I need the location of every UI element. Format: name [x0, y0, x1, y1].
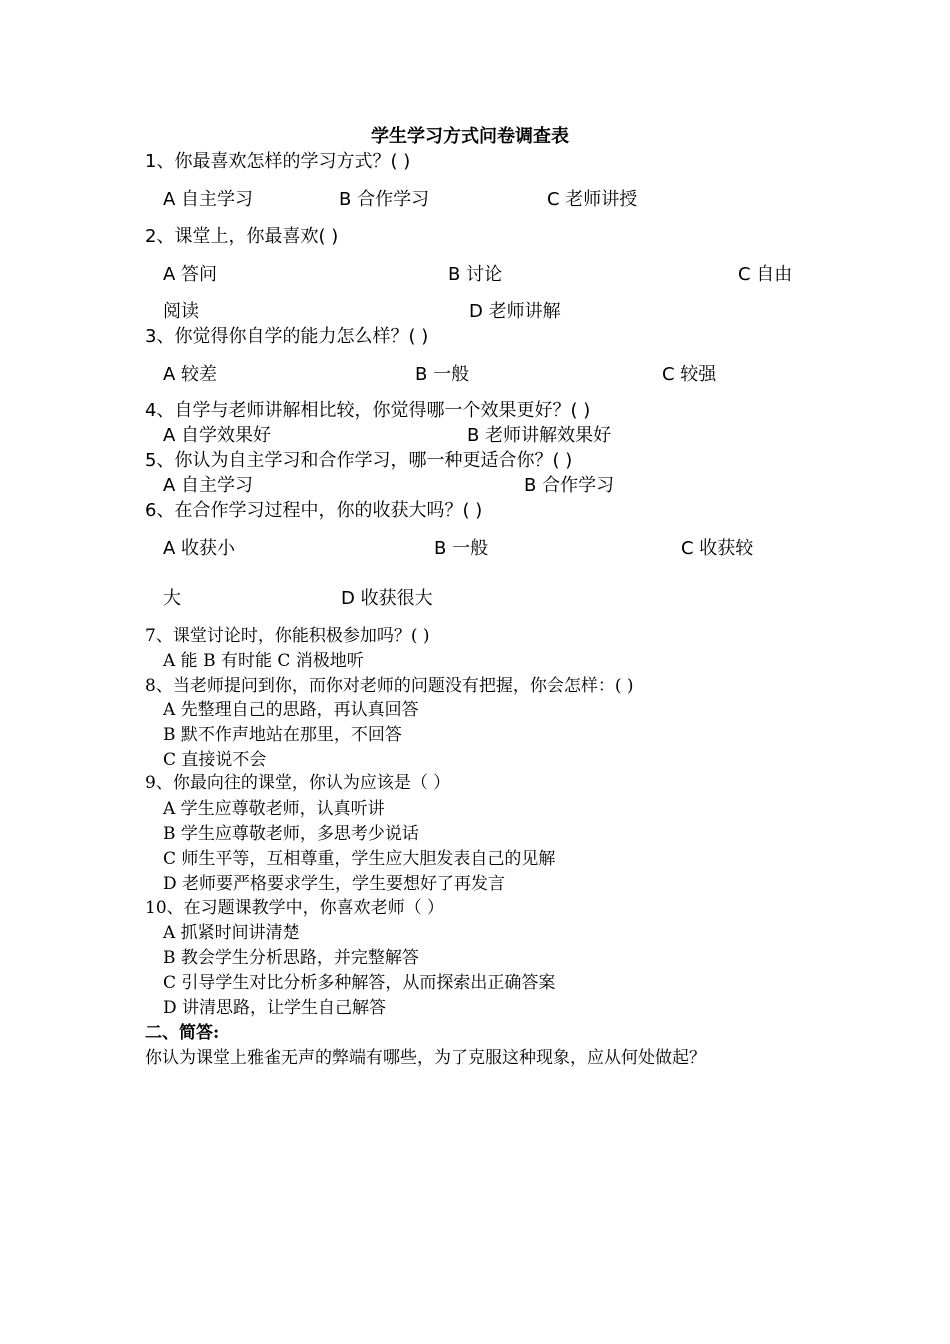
- q1-option-b: B 合作学习: [339, 189, 430, 210]
- q10-option-c: C 引导学生对比分析多种解答，从而探索出正确答案: [163, 973, 556, 993]
- question-5: 5、你认为自主学习和合作学习，哪一种更适合你？( ): [145, 450, 573, 471]
- q10-option-d: D 讲清思路，让学生自己解答: [163, 998, 387, 1018]
- q3-option-a: A 较差: [163, 364, 218, 385]
- page-title: 学生学习方式问卷调查表: [371, 126, 569, 147]
- q10-option-b: B 教会学生分析思路，并完整解答: [163, 948, 419, 968]
- q8-option-a: A 先整理自己的思路，再认真回答: [163, 700, 419, 720]
- q6-option-c: C 收获较: [681, 538, 754, 559]
- q9-option-b: B 学生应尊敬老师，多思考少说话: [163, 824, 419, 844]
- q9-option-d: D 老师要严格要求学生，学生要想好了再发言: [163, 874, 506, 894]
- q5-option-a: A 自主学习: [163, 475, 254, 496]
- q1-option-c: C 老师讲授: [547, 189, 638, 210]
- q9-option-c: C 师生平等，互相尊重，学生应大胆发表自己的见解: [163, 849, 556, 869]
- question-10: 10、在习题课教学中，你喜欢老师（ ）: [145, 898, 445, 918]
- section-heading-short-answer: 二、简答:: [145, 1023, 220, 1043]
- question-7: 7、课堂讨论时，你能积极参加吗？( ): [145, 626, 430, 646]
- question-1: 1、你最喜欢怎样的学习方式？( ): [145, 151, 411, 172]
- question-8: 8、当老师提问到你，而你对老师的问题没有把握，你会怎样：( ): [145, 676, 634, 696]
- question-9: 9、你最向往的课堂，你认为应该是（ ）: [145, 773, 451, 793]
- q2-option-c-continued: 阅读: [163, 301, 199, 322]
- question-2: 2、课堂上，你最喜欢( ): [145, 226, 339, 247]
- q6-option-c-continued: 大: [163, 588, 181, 609]
- q2-option-b: B 讨论: [448, 264, 503, 285]
- q4-option-a: A 自学效果好: [163, 425, 272, 446]
- q9-option-a: A 学生应尊敬老师，认真听讲: [163, 799, 385, 819]
- q4-option-b: B 老师讲解效果好: [467, 425, 612, 446]
- q6-option-b: B 一般: [434, 538, 489, 559]
- q3-option-b: B 一般: [415, 364, 470, 385]
- q2-option-a: A 答问: [163, 264, 218, 285]
- q10-option-a: A 抓紧时间讲清楚: [163, 923, 300, 943]
- q8-option-b: B 默不作声地站在那里，不回答: [163, 725, 402, 745]
- question-4: 4、自学与老师讲解相比较，你觉得哪一个效果更好？( ): [145, 400, 591, 421]
- q6-option-d: D 收获很大: [341, 588, 433, 609]
- q2-option-c: C 自由: [738, 264, 793, 285]
- q5-option-b: B 合作学习: [524, 475, 615, 496]
- question-3: 3、你觉得你自学的能力怎么样？( ): [145, 326, 429, 347]
- q1-option-a: A 自主学习: [163, 189, 254, 210]
- short-answer-question: 你认为课堂上雅雀无声的弊端有哪些，为了克服这种现象，应从何处做起？: [145, 1048, 706, 1068]
- q3-option-c: C 较强: [662, 364, 717, 385]
- q2-option-d: D 老师讲解: [469, 301, 561, 322]
- q8-option-c: C 直接说不会: [163, 750, 267, 770]
- question-6: 6、在合作学习过程中，你的收获大吗？( ): [145, 500, 483, 521]
- q6-option-a: A 收获小: [163, 538, 236, 559]
- q7-options: A 能 B 有时能 C 消极地听: [163, 651, 364, 671]
